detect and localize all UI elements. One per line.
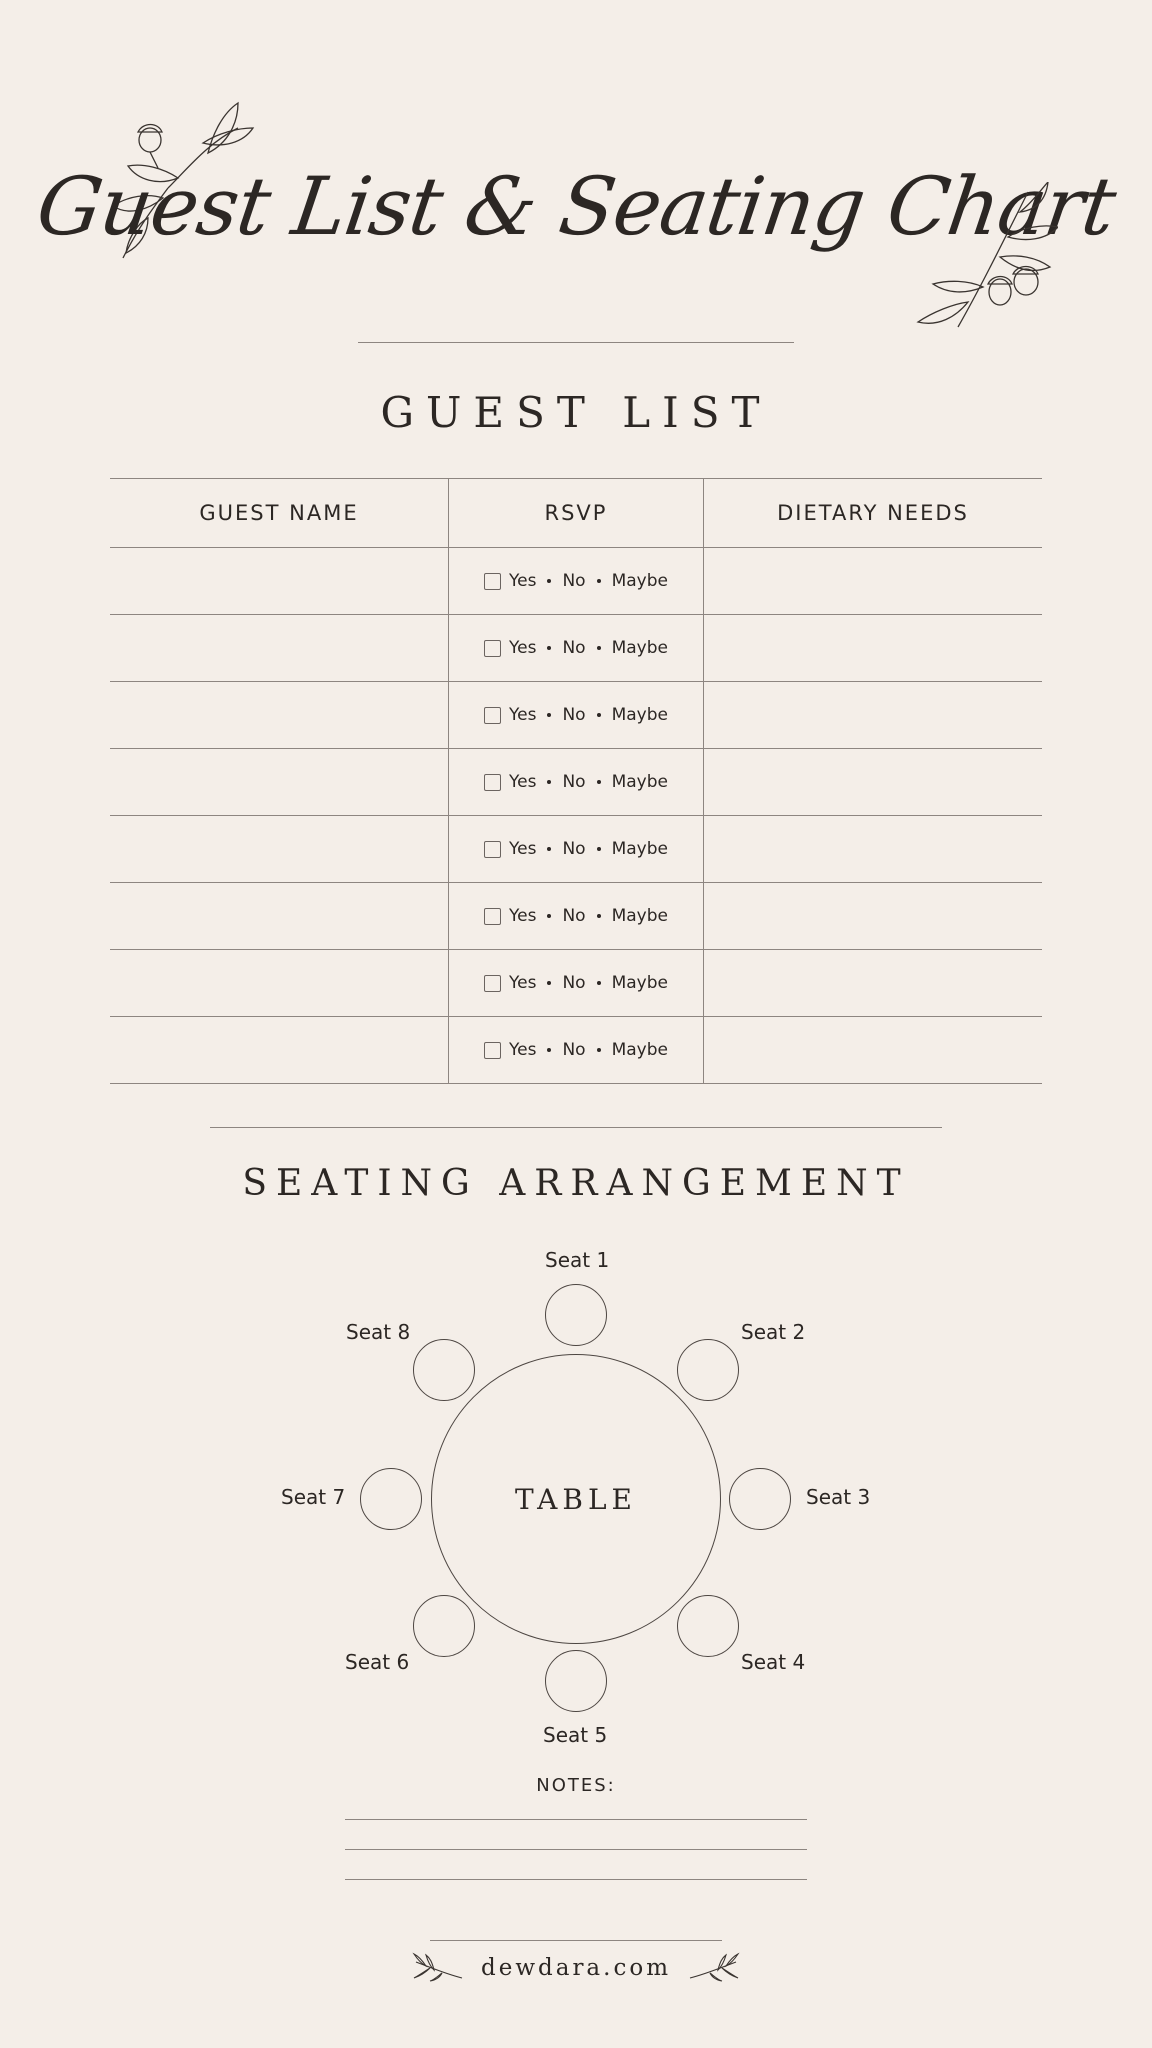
bullet-icon bbox=[597, 646, 601, 650]
bullet-icon bbox=[547, 579, 551, 583]
notes-line[interactable] bbox=[345, 1849, 807, 1850]
page-title: Guest List & Seating Chart bbox=[31, 160, 1121, 253]
notes-line[interactable] bbox=[345, 1879, 807, 1880]
seat-6-label: Seat 6 bbox=[345, 1650, 410, 1674]
rsvp-maybe: Maybe bbox=[611, 839, 668, 859]
rsvp-checkbox[interactable] bbox=[484, 573, 501, 590]
seat-1-circle[interactable] bbox=[545, 1284, 607, 1346]
guest-name-cell[interactable] bbox=[110, 950, 449, 1016]
table-label: TABLE bbox=[515, 1482, 637, 1516]
rsvp-maybe: Maybe bbox=[611, 906, 668, 926]
rsvp-options bbox=[484, 638, 668, 658]
rsvp-maybe: Maybe bbox=[611, 705, 668, 725]
table-row bbox=[110, 1017, 1042, 1084]
bullet-icon bbox=[547, 780, 551, 784]
bullet-icon bbox=[597, 780, 601, 784]
leaf-acorn-sprig-icon bbox=[908, 182, 1058, 342]
seat-2-circle[interactable] bbox=[677, 1339, 739, 1401]
rsvp-yes: Yes bbox=[509, 571, 537, 591]
seat-4-label: Seat 4 bbox=[741, 1650, 806, 1674]
seat-5-label: Seat 5 bbox=[543, 1723, 608, 1747]
rsvp-checkbox[interactable] bbox=[484, 774, 501, 791]
footer-site: dewdara.com bbox=[480, 1955, 671, 1981]
seat-3-label: Seat 3 bbox=[806, 1485, 871, 1509]
guest-list-table bbox=[110, 478, 1042, 1084]
divider bbox=[210, 1127, 942, 1128]
seat-1-label: Seat 1 bbox=[545, 1248, 610, 1272]
rsvp-options bbox=[484, 772, 668, 792]
seating-diagram bbox=[0, 1230, 1152, 1770]
guest-name-cell[interactable] bbox=[110, 816, 449, 882]
rsvp-cell bbox=[449, 883, 704, 949]
rsvp-no: No bbox=[562, 839, 586, 859]
rsvp-no: No bbox=[562, 906, 586, 926]
rsvp-no: No bbox=[562, 973, 586, 993]
seat-3-circle[interactable] bbox=[729, 1468, 791, 1530]
rsvp-checkbox[interactable] bbox=[484, 1042, 501, 1059]
bullet-icon bbox=[547, 1048, 551, 1052]
rsvp-yes: Yes bbox=[509, 638, 537, 658]
guest-name-cell[interactable] bbox=[110, 883, 449, 949]
bullet-icon bbox=[597, 579, 601, 583]
table-row bbox=[110, 883, 1042, 950]
rsvp-no: No bbox=[562, 638, 586, 658]
table-row bbox=[110, 548, 1042, 615]
rsvp-maybe: Maybe bbox=[611, 973, 668, 993]
dietary-needs-cell[interactable] bbox=[704, 1017, 1042, 1083]
dietary-needs-cell[interactable] bbox=[704, 548, 1042, 614]
dietary-needs-cell[interactable] bbox=[704, 749, 1042, 815]
seat-7-label: Seat 7 bbox=[281, 1485, 346, 1509]
seat-8-circle[interactable] bbox=[413, 1339, 475, 1401]
dietary-needs-cell[interactable] bbox=[704, 883, 1042, 949]
seating-heading: SEATING ARRANGEMENT bbox=[242, 1163, 910, 1204]
rsvp-cell bbox=[449, 1017, 704, 1083]
rsvp-cell bbox=[449, 816, 704, 882]
rsvp-yes: Yes bbox=[509, 973, 537, 993]
column-header-guest-name: GUEST NAME bbox=[110, 479, 449, 547]
rsvp-options bbox=[484, 839, 668, 859]
guest-name-cell[interactable] bbox=[110, 615, 449, 681]
rsvp-cell bbox=[449, 950, 704, 1016]
table-row bbox=[110, 950, 1042, 1017]
dietary-needs-cell[interactable] bbox=[704, 816, 1042, 882]
rsvp-checkbox[interactable] bbox=[484, 640, 501, 657]
rsvp-checkbox[interactable] bbox=[484, 975, 501, 992]
seat-5-circle[interactable] bbox=[545, 1650, 607, 1712]
bullet-icon bbox=[597, 914, 601, 918]
rsvp-options bbox=[484, 906, 668, 926]
table-row bbox=[110, 816, 1042, 883]
bullet-icon bbox=[547, 847, 551, 851]
bullet-icon bbox=[547, 914, 551, 918]
rsvp-yes: Yes bbox=[509, 772, 537, 792]
rsvp-checkbox[interactable] bbox=[484, 707, 501, 724]
dietary-needs-cell[interactable] bbox=[704, 950, 1042, 1016]
rsvp-no: No bbox=[562, 772, 586, 792]
round-table bbox=[431, 1354, 721, 1644]
bullet-icon bbox=[597, 847, 601, 851]
divider bbox=[430, 1940, 722, 1941]
guest-name-cell[interactable] bbox=[110, 682, 449, 748]
rsvp-maybe: Maybe bbox=[611, 1040, 668, 1060]
guest-name-cell[interactable] bbox=[110, 548, 449, 614]
seat-7-circle[interactable] bbox=[360, 1468, 422, 1530]
rsvp-options bbox=[484, 973, 668, 993]
rsvp-yes: Yes bbox=[509, 906, 537, 926]
rsvp-options bbox=[484, 705, 668, 725]
seat-6-circle[interactable] bbox=[413, 1595, 475, 1657]
column-header-rsvp: RSVP bbox=[449, 479, 704, 547]
rsvp-checkbox[interactable] bbox=[484, 841, 501, 858]
rsvp-no: No bbox=[562, 705, 586, 725]
leaf-sprig-icon bbox=[688, 1952, 740, 1982]
table-header bbox=[110, 478, 1042, 548]
table-row bbox=[110, 615, 1042, 682]
seat-8-label: Seat 8 bbox=[346, 1320, 411, 1344]
rsvp-checkbox[interactable] bbox=[484, 908, 501, 925]
dietary-needs-cell[interactable] bbox=[704, 682, 1042, 748]
rsvp-no: No bbox=[562, 571, 586, 591]
rsvp-cell bbox=[449, 548, 704, 614]
notes-label: NOTES: bbox=[536, 1775, 616, 1796]
bullet-icon bbox=[597, 713, 601, 717]
rsvp-no: No bbox=[562, 1040, 586, 1060]
bullet-icon bbox=[547, 981, 551, 985]
notes-line[interactable] bbox=[345, 1819, 807, 1820]
rsvp-options bbox=[484, 1040, 668, 1060]
seat-4-circle[interactable] bbox=[677, 1595, 739, 1657]
column-header-dietary-needs: DIETARY NEEDS bbox=[777, 501, 969, 525]
rsvp-maybe: Maybe bbox=[611, 638, 668, 658]
bullet-icon bbox=[597, 1048, 601, 1052]
rsvp-yes: Yes bbox=[509, 839, 537, 859]
rsvp-yes: Yes bbox=[509, 1040, 537, 1060]
table-row bbox=[110, 682, 1042, 749]
rsvp-cell bbox=[449, 682, 704, 748]
guest-name-cell[interactable] bbox=[110, 749, 449, 815]
rsvp-yes: Yes bbox=[509, 705, 537, 725]
rsvp-cell bbox=[449, 749, 704, 815]
guest-list-heading: GUEST LIST bbox=[380, 388, 772, 437]
bullet-icon bbox=[597, 981, 601, 985]
guest-name-cell[interactable] bbox=[110, 1017, 449, 1083]
divider bbox=[358, 342, 794, 343]
rsvp-options bbox=[484, 571, 668, 591]
rsvp-maybe: Maybe bbox=[611, 571, 668, 591]
seat-2-label: Seat 2 bbox=[741, 1320, 806, 1344]
rsvp-cell bbox=[449, 615, 704, 681]
rsvp-maybe: Maybe bbox=[611, 772, 668, 792]
dietary-needs-cell[interactable] bbox=[704, 615, 1042, 681]
bullet-icon bbox=[547, 646, 551, 650]
bullet-icon bbox=[547, 713, 551, 717]
table-row bbox=[110, 749, 1042, 816]
